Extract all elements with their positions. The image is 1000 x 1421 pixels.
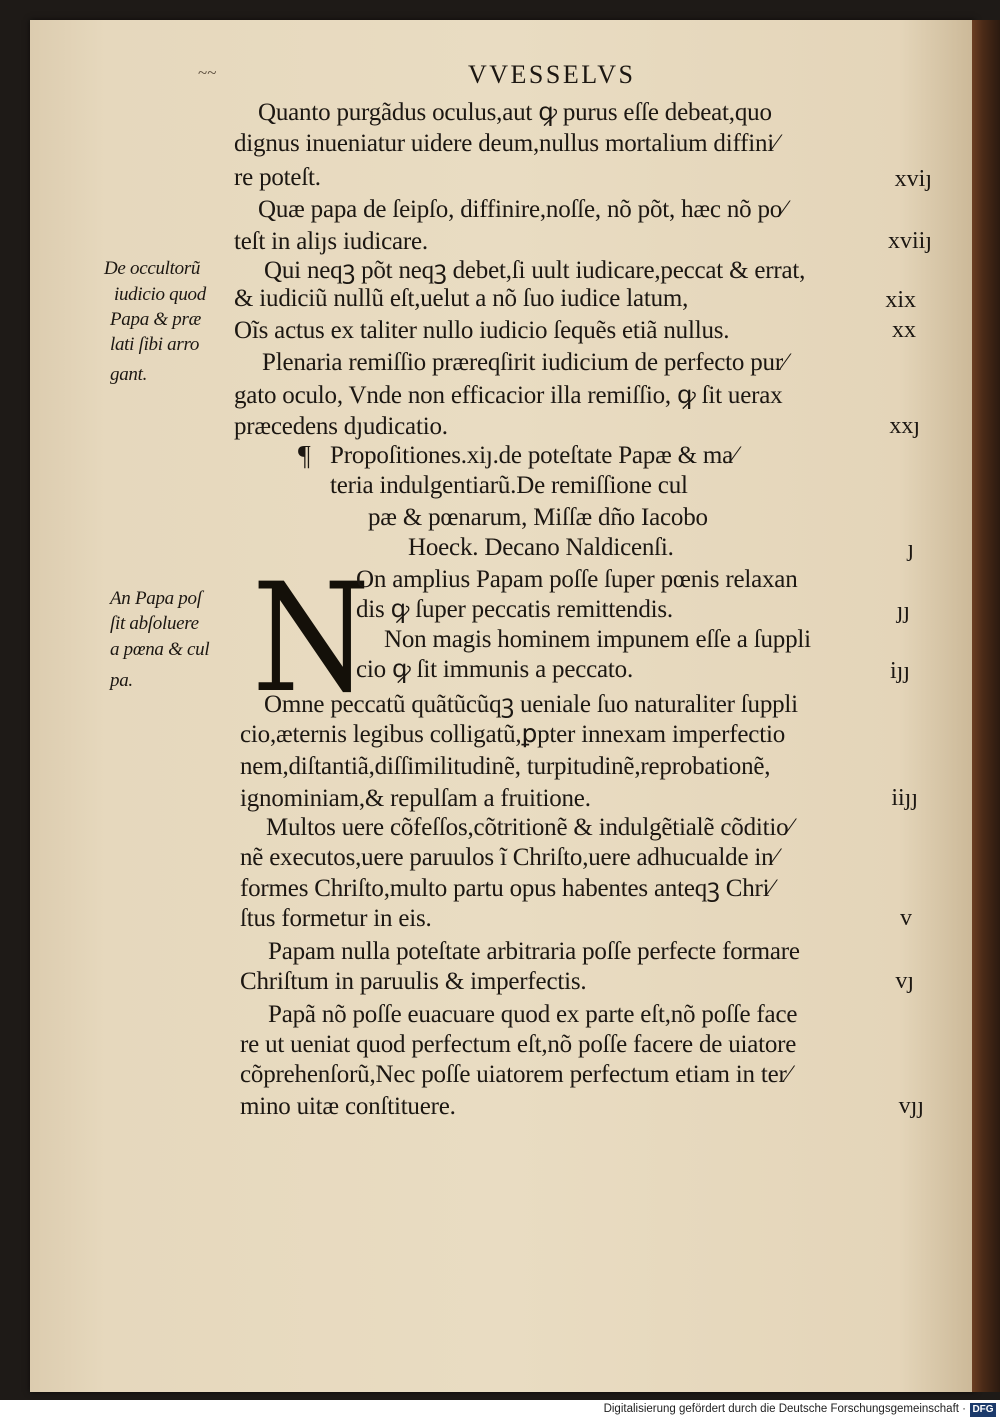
proposition-number: iȷȷ xyxy=(889,658,910,684)
text-line: nem,diſtantiã,diſſimilitudinẽ, turpitudinẽ,reprobationẽ, xyxy=(240,753,771,780)
proposition-number: vȷȷ xyxy=(898,1093,924,1119)
text-line: Quanto purgãdus oculus,aut ꝙ purus eſſe debeat,quo xyxy=(258,99,772,126)
pilcrow-mark: ¶ xyxy=(298,441,311,472)
text-line: re poteſt. xyxy=(234,164,321,191)
text-line: Qui neqꝫ põt neqꝫ debet,ſi uult iudicare,peccat & errat, xyxy=(264,257,806,284)
text-line: cio,æternis legibus colligatũ,ꝑpter innexam imperfectio xyxy=(240,721,785,748)
text-line: præcedens dȷudicatio. xyxy=(234,413,448,440)
text-line: dis ꝙ ſuper peccatis remittendis. xyxy=(356,596,673,623)
text-line: ignominiam,& repulſam a fruitione. xyxy=(240,785,591,812)
proposition-number: iiȷȷ xyxy=(891,785,918,811)
dfg-logo: DFG xyxy=(970,1403,996,1417)
text-line: Papam nulla poteſtate arbitraria poſſe perfecte formare xyxy=(268,938,800,965)
margin-note-line: De occultorũ xyxy=(104,258,201,279)
proposition-number: xviȷ xyxy=(894,166,932,192)
footer-credit: Digitalisierung gefördert durch die Deutsche Forschungsgemeinschaft · xyxy=(603,1403,966,1415)
text-line: Non magis hominem impunem eſſe a ſuppli xyxy=(384,626,811,653)
header-mark: ~~ xyxy=(198,63,217,82)
drop-cap-initial: N xyxy=(252,552,371,726)
margin-note-line: lati ſibi arro xyxy=(110,334,200,355)
proposition-number: v xyxy=(900,905,912,931)
text-line: Oĩs actus ex taliter nullo iudicio ſequẽs etiã nullus. xyxy=(234,317,730,344)
heading-line: teria indulgentiarũ.De remiſſione cul xyxy=(330,472,688,499)
text-line: teſt in aliȷs iudicare. xyxy=(234,228,428,255)
proposition-number: xviiȷ xyxy=(887,228,932,254)
proposition-number: ȷȷ xyxy=(896,598,910,624)
text-line: gato oculo, Vnde non efficacior illa remiſſio, ꝙ ſit uerax xyxy=(234,382,783,409)
digitization-footer xyxy=(0,1400,1000,1421)
text-line: mino uitæ conſtituere. xyxy=(240,1093,456,1120)
text-line: formes Chriſto,multo partu opus habentes anteqꝫ Chri⁄ xyxy=(240,875,774,902)
text-line: Multos uere cõfeſſos,cõtritionẽ & indulgẽtialẽ cõditio⁄ xyxy=(266,814,793,841)
margin-note-line: Papa & præ xyxy=(110,309,201,330)
proposition-number: ȷ xyxy=(907,536,914,562)
text-line: Papã nõ poſſe euacuare quod ex parte eſt,nõ poſſe face xyxy=(268,1001,798,1028)
text-line: & iudiciũ nullũ eſt,uelut a nõ ſuo iudice latum, xyxy=(234,285,689,312)
text-line: Quæ papa de ſeipſo, diffinire,noſſe, nõ põt, hæc nõ po⁄ xyxy=(258,196,787,223)
text-line: Omne peccatũ quãtũcũqꝫ ueniale ſuo naturaliter ſuppli xyxy=(264,691,798,718)
text-line: Plenaria remiſſio præreqſirit iudicium de perfecto pur⁄ xyxy=(262,349,787,376)
margin-note-line: pa. xyxy=(110,670,133,691)
book-cover-edge xyxy=(972,20,1000,1392)
text-line: On amplius Papam poſſe ſuper pœnis relaxan xyxy=(356,566,798,593)
text-line: nẽ executos,uere paruulos ĩ Chriſto,uere adhucualde in⁄ xyxy=(240,844,778,871)
margin-note-line: a pœna & cul xyxy=(110,639,210,660)
proposition-number: vȷ xyxy=(895,968,914,994)
margin-note-line: gant. xyxy=(110,364,148,385)
text-line: dignus inueniatur uidere deum,nullus mortalium diffini⁄ xyxy=(234,130,779,157)
proposition-number: xxȷ xyxy=(889,413,920,439)
text-line: cio ꝙ ſit immunis a peccato. xyxy=(356,656,633,683)
heading-line: Hoeck. Decano Naldicenſi. xyxy=(408,534,674,561)
proposition-number: xix xyxy=(885,287,916,313)
heading-line: pæ & pœnarum, Miſſæ dño Iacobo xyxy=(368,504,708,531)
text-line: re ut ueniat quod perfectum eſt,nõ poſſe facere de uiatore xyxy=(240,1031,797,1058)
margin-note-line: ſit abſoluere xyxy=(110,613,199,634)
text-line: Chriſtum in paruulis & imperfectis. xyxy=(240,968,587,995)
running-head: VVESSELVS xyxy=(468,60,636,89)
heading-line: Propoſitiones.xiȷ.de poteſtate Papæ & ma⁄ xyxy=(330,442,738,469)
proposition-number: xx xyxy=(892,317,916,343)
text-line: ſtus formetur in eis. xyxy=(240,905,432,932)
margin-note-line: An Papa poſ xyxy=(110,588,202,609)
text-line: cõprehenſorũ,Nec poſſe uiatorem perfectum etiam in ter⁄ xyxy=(240,1061,791,1088)
margin-note-line: iudicio quod xyxy=(114,284,206,305)
